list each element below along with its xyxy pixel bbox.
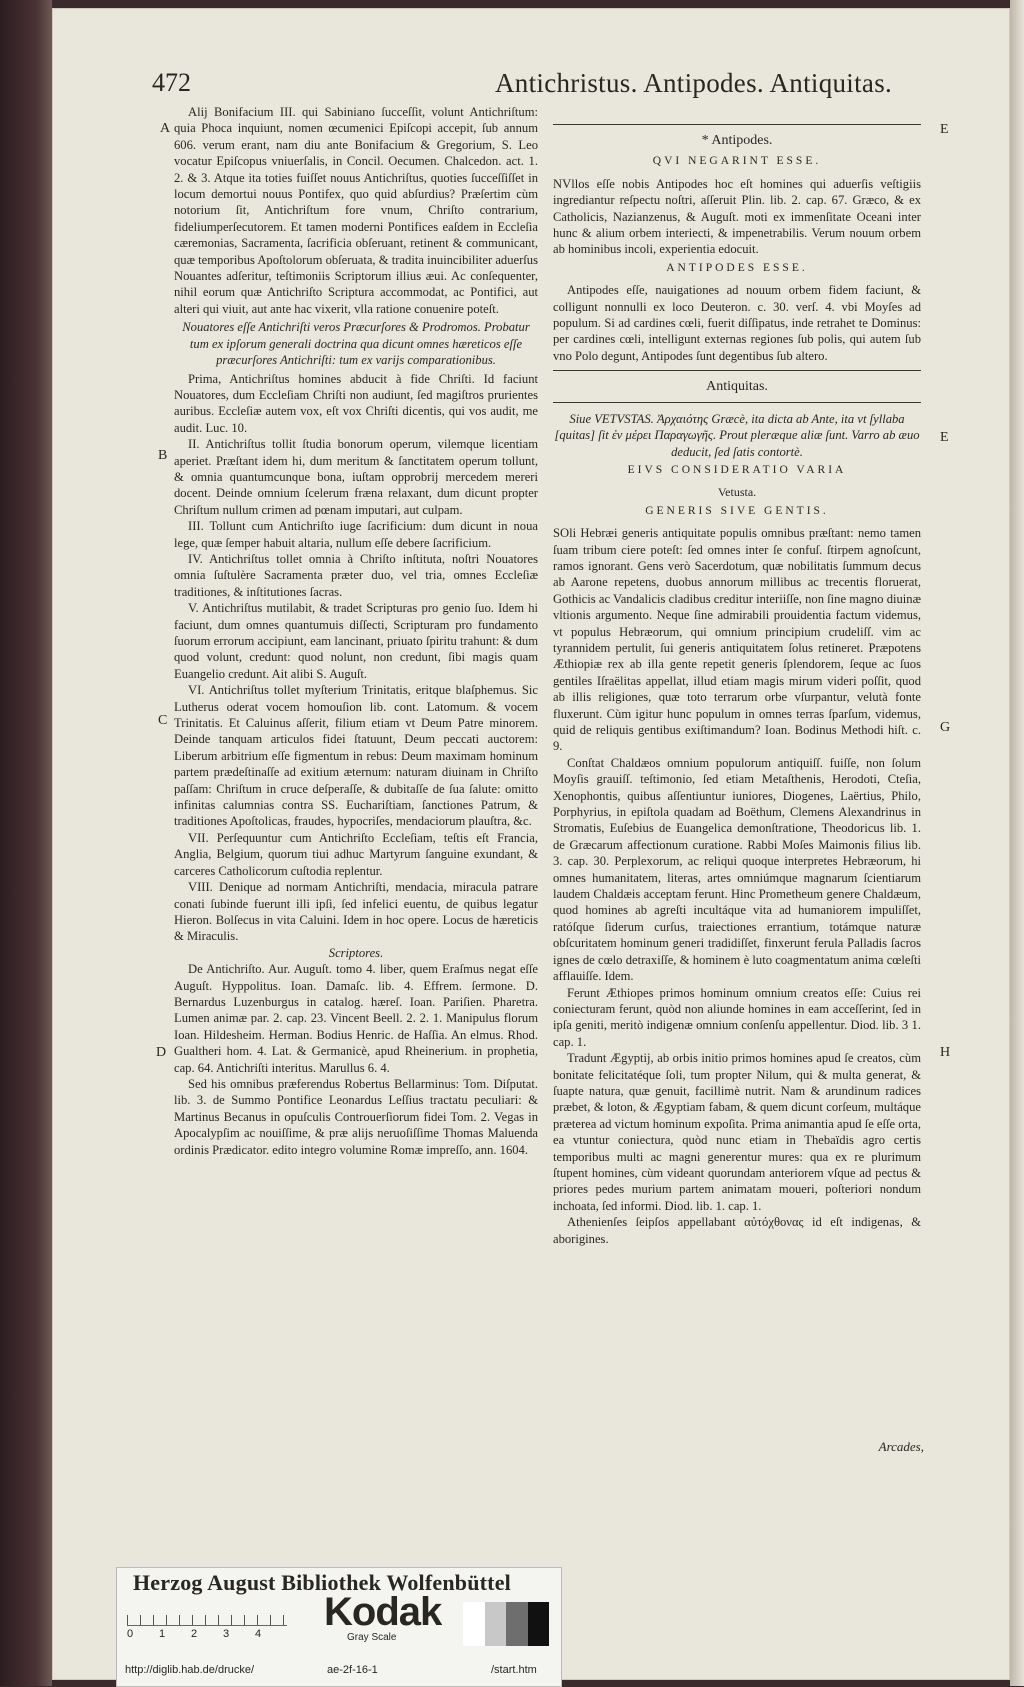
negarint-heading: QVI NEGARINT ESSE. (652, 155, 822, 168)
book-gutter (0, 0, 52, 1686)
gray-swatch (528, 1602, 550, 1646)
tick-label: 4 (255, 1628, 262, 1640)
margin-letter-b: B (158, 448, 168, 463)
tick-label: 3 (223, 1628, 230, 1640)
source-url[interactable]: http://diglib.hab.de/drucke/ (125, 1664, 255, 1676)
grayscale-swatches (463, 1602, 549, 1646)
left-column (174, 104, 538, 1158)
rule (553, 124, 921, 125)
paragraph: VI. Antichriſtus tollet myſterium Trinitatis, eritque blaſphemus. Sic Lutherus oderat vocem homouſion lib. cont. Latomum. & vocem Trinitatis. Et Caluinus aſſerit, filium etiam vt Deum Patre minorem. Deinde tanquam articulos fidei ſtatuunt, Deum peccati auctorem: Liberum arbitrium eſſe figmentum in rebus: Deum maximam hominum partem prædeſtinaſſe ad exitium æternum: naturam diuinam in Chriſto paſſam: Chriſtum in cruce deſperaſſe, & dubitaſſe de ſua ſalute: omitto infinitas calumnias contra SS. Euchariſtiam, ſanctiones Patrum, & traditiones Apoſtolicas, fraudes, hypocriſes, mendaciorum plauſtra, &c. (174, 683, 538, 829)
paragraph: Alij Bonifacium III. qui Sabiniano ſucceſſit, volunt Antichriſtum: quia Phoca inquiunt, nomen œcumenici Epiſcopi accepit, ſub annum 606. verum erant, nam diu ante Bonifacium & Gregorium, S. Leo vocatur Epiſcopus vniuerſalis, in Concil. Oecumen. Chalcedon. act. 1. 2. & 3. Atque ita toties fuiſſet nouus Antichriſtus, quoties ſucceſſiſſet in locum demortui nouus Pontifex, quo quid abſurdius? Præſertim cùm notorium ſit, Antichriſtum fore vnum, Chriſto contrarium, fideliumperſecutorem. Et tamen moderni Pontifices eaſdem in Eccleſia cæremonias, Sacramenta, ſacrificia obſeruant, retinent & communicant, quæ temporibus Apoſtolorum obſeruata, & tradita inuincibiliter aduerſus Nouantes adſeritur, teſtimoniis Scriptorum illius æui. Ac conſequenter, nihil eorum quæ Antichriſto Scriptura accommodat, ac Pontifici, aut alteri qui viuit, aut ante hac vixerit, vlla ratione conuenire poteſt. (174, 105, 538, 316)
paragraph: Antipodes eſſe, nauigationes ad nouum orbem fidem faciunt, & colligunt nonnulli ex loco Deuteron. c. 30. verſ. 4. vbi Moyſes ad populum. Si ad cardines cœli, fuerit diſſipatus, inde retrahet te Dominus: per cardines cœli, intelligunt externas regiones ſub polis, qui autem ſub vno Polo degunt, Antipodes ſunt degentibus ſub altero. (553, 283, 921, 363)
gray-swatch (485, 1602, 507, 1646)
paragraph: IV. Antichriſtus tollet omnia à Chriſto inſtituta, noſtri Nouatores omnia ſuſtulère Sacramenta præter duo, vel tria, omnes Eccleſiæ traditiones, & inſtitutiones ſacras. (174, 551, 538, 599)
paragraph: NVllos eſſe nobis Antipodes hoc eſt homines qui aduerſis veſtigiis ingrediantur reſpectu noſtri, aſſeruit Plin. lib. 2. cap. 67. Græco, & ex Catholicis, Nazianzenus, & Auguſt. moti ex immenſitate Oceani inter hunc & alium orbem interiecti, & impenetrabilis. Verum nouum orbem ab hominibus incoli, experientia edocuit. (553, 176, 921, 257)
margin-letter-e-2: E (940, 430, 949, 445)
paragraph: Sed his omnibus præferendus Robertus Bellarminus: Tom. Diſputat. lib. 3. de Summo Pontifice Leonardus Leſſius tractatu peculiari: & Martinus Becanus in opuſculis Controuerſiorum fidei Tom. 2. Vegas in Apocalypſim ac nouiſſime, & præ alijs neruoſiſſime Thomas Maluenda ordinis Prædicator. edito integro volumine Romæ impreſſo, ann. 1604. (174, 1076, 538, 1157)
rule (553, 402, 921, 403)
margin-letter-d: D (156, 1045, 167, 1060)
page-edge (1010, 0, 1024, 1686)
start-link[interactable]: /start.htm (491, 1664, 537, 1676)
paragraph: Conſtat Chaldæos omnium populorum antiquiſſ. fuiſſe, non ſolum Moyſis grauiſſ. teſtimonio, ſed etiam Metaſthenis, Herodoti, Cteſia, Xenophontis, quibus aſſentiuntur iuniores, Diogenes, Laërtius, Philo, Porphyrius, in epiſtola quadam ad Boëthum, Clemens Alexandrinus in Stromatis, Euſebius de Euangelica demonſtratione, Theodoricus lib. 1. de Græcarum affectionum curatione. Rabbi Moſes Maimonis filius lib. 3. cap. 30. Perplexorum, ac reliqui quoque interpretes Hebræorum, hi omnes humanitatem, literas, artes omniúmque magnarum ſcientiarum laudem Chaldæis acceptam ferunt. Hinc Prometheum genere Chaldæum, quod homines ab agreſti incultáque vita ad humaniorem impuliſſet, ratóſque ſiderum curſus, traiectiones errantium, totámque naturæ obſcuritatem hominum generi tradidiſſet, finxerunt ferula Palladis ſacros ignes de cœlo detraxiſſe, & hominem è luto coagmentatum anima cœleſti afflauiſſe. Idem. (553, 755, 921, 984)
library-name: Herzog August Bibliothek Wolfenbüttel (133, 1570, 511, 1595)
library-label (116, 1567, 562, 1687)
page-number: 472 (152, 68, 191, 97)
paragraph: VII. Perſequuntur cum Antichriſto Eccleſiam, teſtis eſt Francia, Anglia, Belgium, quorum tiui adhuc Martyrum ſanguine exundant, & carceres Catholicorum cuſtodia replentur. (174, 830, 538, 878)
paragraph: Athenienſes ſeipſos appellabant αὐτόχθονας id eſt indigenas, & aborigines. (553, 1215, 921, 1246)
antipodes-heading: * Antipodes. (701, 133, 773, 148)
paragraph: VIII. Denique ad normam Antichriſti, mendacia, miracula patrare conati ſubinde fuerunt illi ipſi, ſed infelici euentu, de quibus legatur Hieron. Bolſecus in vita Caluini. Idem in hoc opere. Locus de hæreticis & Miraculis. (174, 880, 538, 944)
margin-letter-h: H (940, 1045, 951, 1060)
vetusta-heading: Vetusta. (717, 485, 757, 500)
margin-letter-a: A (160, 121, 171, 136)
paragraph: III. Tollunt cum Antichriſto iuge ſacrificium: dum dicunt in noua lege, quæ ſemper habuit altaria, nullum eſſe debere ſacrificium. (174, 519, 538, 550)
gray-swatch (506, 1602, 528, 1646)
scriptores-heading: Scriptores. (328, 945, 384, 960)
rubric: Nouatores eſſe Antichriſti veros Præcurſores & Prodromos. Probatur tum ex ipſorum generali doctrina qua dicunt omnes hæreticos eſſe præcurſores Antichriſti: tum ex varijs comparationibus. (182, 320, 530, 368)
tick-label: 1 (159, 1628, 166, 1640)
paragraph: Siue VETVSTAS. Ἀρχαιότης Græcè, ita dicta ab Ante, ita vt ſyllaba [quitas] ſit ἐν μέρει Παραγωγῆς. Prout pleræque aliæ ſunt. Varro ab æuo deducit, ſed ſatis contortè. (554, 411, 920, 459)
tick-label: 2 (191, 1628, 198, 1640)
kodak-logo: Kodak (324, 1590, 442, 1634)
paragraph: II. Antichriſtus tollit ſtudia bonorum operum, vilemque licentiam aperiet. Præſtant idem hi, dum meritum & ſanctitatem operum tollunt, & omnia quantumcunque bona, iuſtam opprobrij mercedem mereri docent. Deinde omnium ſcelerum fræna relaxant, dum dicunt propter Chriſtum nullum crimen ad pœnam imputari, aut culpam. (174, 437, 538, 517)
margin-letter-g: G (940, 720, 951, 735)
margin-letter-e: E (940, 122, 949, 137)
paragraph: Prima, Antichriſtus homines abducit à fide Chriſti. Id faciunt Nouatores, dum Eccleſiam Chriſti non audiunt, ſed magiſtros prurientes auribus. Eccleſiæ autem vox, eſt vox Chriſti dicentis, qui vos audit, me audit. Luc. 10. (174, 371, 538, 435)
running-title: Antichristus. Antipodes. Antiquitas. (495, 68, 893, 98)
catchword: Arcades, (878, 1439, 924, 1454)
scale-ticks (127, 1628, 297, 1640)
scale-ruler (127, 1603, 287, 1626)
antiquitas-heading: Antiquitas. (706, 379, 768, 395)
shelfmark: ae-2f-16-1 (327, 1664, 378, 1676)
paragraph: V. Antichriſtus mutilabit, & tradet Scripturas pro genio ſuo. Idem hi faciunt, dum omnes quantumuis diſſecti, Scripturam pro fundamento ſuorum errorum accipiunt, eam lancinant, priuato ſpiritu trahunt: & dum quod volunt, credunt: quod nolunt, non credunt, ſibi magis quam Euangelio credunt. Ait alibi S. Auguſt. (174, 601, 538, 681)
paragraph: Tradunt Ægyptij, ab orbis initio primos homines apud ſe creatos, cùm bonitate felicitatéque ſoli, tum propter Nilum, qui & multa generat, & ſuapte natura, quæ genuit, facillimè nutrit. Nam & arundinum radices præbet, & loton, & Ægyptiam fabam, & quem dicunt corſeum, multáque præterea ad victum hominum expoſita. Prima animantia apud ſe eſſe orta, ea vtuntur coniectura, quòd nunc etiam in Thebaïdis agro certis temporibus multi ac magni generentur mures: qua ex re plurimum ſtupent homines, cùm videant quorundam anteriorem vſque ad pectus & priores pedes murium partem animatam moueri, poſteriori nondum inchoata, ſed informi. Diod. lib. 1. cap. 1. (553, 1051, 921, 1213)
generis-heading: GENERIS SIVE GENTIS. (645, 504, 829, 517)
margin-letter-c: C (158, 713, 168, 728)
tick-label: 0 (127, 1628, 134, 1640)
page-header (100, 68, 960, 98)
esse-heading: ANTIPODES ESSE. (666, 261, 808, 274)
consideratio-heading: EIVS CONSIDERATIO VARIA (627, 463, 847, 476)
right-column (553, 118, 921, 1247)
paragraph: De Antichriſto. Aur. Auguſt. tomo 4. liber, quem Eraſmus negat eſſe Auguſt. Hyppolitus. Ioan. Damaſc. lib. 4. Effrem. ſermone. D. Bernardus Luzenburgus in catalog. hæreſ. Ioan. Pariſien. Pharetra. Lumen animæ par. 2. cap. 23. Vincent Beell. 2. 2. 1. Manipulus florum Ioan. Hildesheim. Herman. Bodius Henric. de Haſſia. An elmus. Rhod. Gualtheri hom. 4. Lat. & Germanicè, apud Rheinerium. in prophetia, cap. 64. Antichriſti interitus. Marullus 6. 4. (174, 962, 538, 1075)
rule (553, 370, 921, 371)
gray-swatch (463, 1602, 485, 1646)
gray-scale-label: Gray Scale (347, 1632, 397, 1643)
paragraph: SOli Hebræi generis antiquitate populis omnibus præſtant: nemo tamen ſuam tribum ciere poteſt: ſed omnes inter ſe confuſ. ſtirpem agnoſcunt, ramos ignorant. Gens verò Sacerdotum, quæ nobilitatis ſummum decus ab Aarone repetens, duobus annorum millibus ac trecentis floruerat, Gothicis ac Vandalicis cladibus creditur interiiſſe, non ſine magno diuinæ vltionis argumento. Neque ſine admirabili prouidentia factum videmus, vt populus Hebræorum, qui omnium principium crudeliſſ. vim ac tyrannidem pertulit, ſui generis antiquitatem ſolus retineret. Præpotens Æthiopiæ rex ab illa gente repetit generis ſplendorem, ſeque ac ſuos gentiles Iſraëlitas appellat, illud etiam magis mirum videri poſſit, quod ab illis religiones, quæ toto terrarum orbe vſurpantur, velutà fonte fluxerunt. Cùm igitur hunc populum in omnes terras ſparſum, videmus, quid de reliquis gentibus exiſtimandum? Ioan. Bodinus Methodi hiſt. c. 9. (553, 526, 921, 754)
paragraph: Ferunt Æthiopes primos hominum omnium creatos eſſe: Cuius rei coniecturam ferunt, quòd non aliunde homines in eam acceſſerint, ſed in ipſa geniti, meritò indigenæ omnium conſenſu appellentur. Diod. lib. 3 1. cap. 1. (553, 985, 921, 1049)
